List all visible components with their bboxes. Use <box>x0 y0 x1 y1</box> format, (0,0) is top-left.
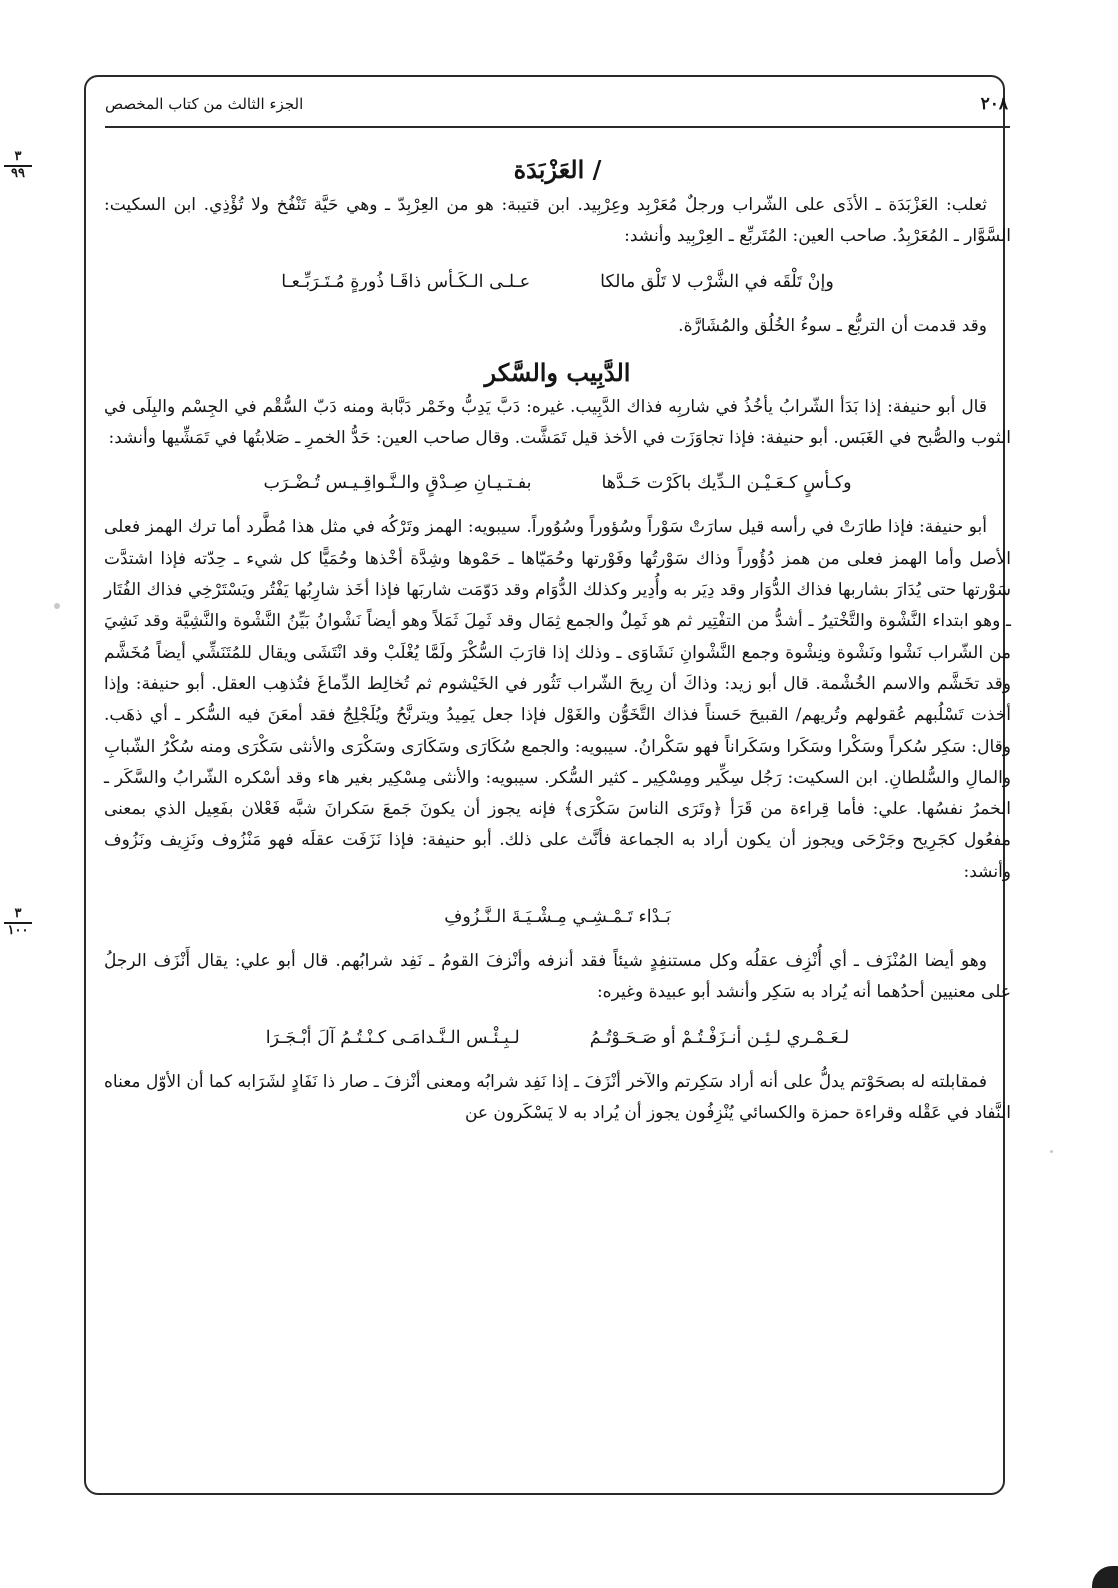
paragraph: فمقابلته له بصحَوْتم يدلُّ على أنه أراد سَكِرتم والآخر أنْزَفَ ـ إذا نَفِد شرابُه ومعنى أنْزفَ ـ صار ذا نَفَادٍ لشَرَابه كما أن الأوّل معناه النَّفاد في عَقْله وقراءة حمزة والكسائي يُنْزِفُون يجوز أن يُراد به لا يَسْكَرون عن <box>104 1071 1011 1123</box>
header-rule <box>105 126 1010 128</box>
verse-first-hemistich: لـعَـمْـري لـئِـن أنـزَفْـتُـمْ أو صَـحَـوْتُـمُ <box>589 1027 850 1048</box>
margin-reference <box>4 907 32 937</box>
paragraph: قال أبو حنيفة: إذا بَدَأ الشّرابُ يأخُذُ في شاربِه فذاك الدَّبِيب. غيره: دَبَّ يَدِبُّ وخَمْر دَبَّابة ومنه دَبّ السُّقْم في الجِسْم والبِلَى في الثوب والصُّبح في الغَبَس. أبو حنيفة: فإذا تجاوَزَت في الأخذ قيل تَمَشَّت. وقال صاحب العين: حَدُّ الخمرِ ـ صَلابتُها في تَمَشِّيها وأنشد: <box>104 396 1011 449</box>
section-title: الدَّبِيب والسَّكر <box>484 357 631 387</box>
verse-line <box>104 888 1011 946</box>
verse-first-hemistich: وإنْ تَلْقَه في الشَّرْب لا تَلْق مالكا <box>600 271 834 292</box>
running-title: الجزء الثالث من كتاب المخصص <box>105 95 304 113</box>
margin-ref-volume: ٣ <box>4 907 32 924</box>
page-number: ٢٠٨ <box>980 94 1008 114</box>
margin-ref-volume: ٣ <box>4 150 32 167</box>
paragraph: أبو حنيفة: فإذا طارَتْ في رأسه قيل سارَتْ سَوْراً وسُؤوراً وسُوُوراً. سيبويه: الهمز وتَرْكُه في مثل هذا مُطَّرد أما ترك الهمز فعلى الأصل وأما الهمز فعلى من همز دُؤُوراً وذاك سَوْرتُها وفَوْرتها وحُمَيّاها ـ حَمْوها وشِدَّة أخْذها وحُمَيًّا كل شيء ـ حِدّته فإذا اشتدَّت سَوْرتها حتى يُدَارَ بشاربها فذاك الدُّوَار وقد دِيَر به وأُدِير وكذلك الدُّوَام وقد دَوّمَت شاربَها فإذا أخَذ شارِبُها يَفْتُر ويَسْتَرْخِي فذاك الفُتَار ـ وهو ابتداء النَّشْوة والتَّخْتيرُ ـ أشدُّ من التفْتِير ثم هو ثَمِلٌ والجمع ثِمَال وقد ثَمِلَ ثَمَلاً وهو أيضاً نَشْوانُ بَيِّنُ النَّشْوة والنَّشِيَّة وقد نَشِيَ من الشّراب نَشْوا ونَشْوة ونِشْوة وجمع النَّشْوانِ نَشَاوَى ـ وذلك إذا قارَبَ السُّكْرَ ولَمَّا يُغْلَبْ وقد انْتَشَى ويقال للمُتَنَشِّي أيضاً مُخَشَّم وقد تخَشَّم والاسم الخُشْمة. قال أبو زيد: وذاكَ أن رِيحَ الشّراب تَثُور في الخَيْشوم ثم تُخالِط الدِّماغَ فتُذهِب العقل. أبو حنيفة: وإذا أخذت تَسْلُبهم عُقولهم وتُريهم/ القبيحَ حَسناً فذاك التَّخَوُّن والغَوْل فإذا جعل يَمِيدُ ويترنَّحُ ويُلَجْلِجُ فقد أمعَنَ فيه السُّكر ـ أي ذهَب. وقال: سَكِر سُكراً وسَكْرا وسَكَرا وسَكَراناً فهو سَكْرانُ. سيبويه: والجمع سُكَارَى وسَكَارَى وسَكْرَى والأنثى سَكْرَى ومنه سُكْرُ الشّبابِ والمالِ والسُّلطانِ. ابن السكيت: رَجُل سِكِّير ومِسْكِير ـ كثير السُّكر. سيبويه: والأنثى مِسْكِير بغير هاء وقد أسْكره الشّرابُ والسَّكَر ـ الخمرُ نفسُها. علي: فأما قِراءة من قَرَأ ﴿وتَرَى الناسَ سَكْرَى﴾ فإنه يجوز أن يكونَ جَمعَ سَكرانَ شبَّه فَعْلان بفَعِيل الذي بمعنى مفعُول كجَرِيح وجَرْحَى ويجوز أن يكون أراد به الجماعة فأنَّث على ذلك. أبو حنيفة: فإذا نَزَفَت عقلَه فهو مَنْزُوف ونَزِيف ونَزُوف وأنشد: <box>104 517 1011 882</box>
running-header <box>105 86 1008 122</box>
main-text <box>104 150 1011 1129</box>
verse-line <box>104 454 1011 512</box>
verse-line <box>104 1009 1011 1067</box>
margin-reference <box>4 150 32 180</box>
verse-hemistich: بَـدْاء تَـمْـشِـي مِـشْـيَـةَ الـنَّـزُوفِ <box>444 907 671 928</box>
margin-ref-page: ٩٩ <box>11 165 25 181</box>
paper-speck <box>54 603 60 609</box>
verse-second-hemistich: لـبِـئْـس الـنَّـدامَـى كـنْـتُـمُ آلَ أبْـجَـرَا <box>265 1027 520 1048</box>
paper-speck <box>1050 1150 1053 1153</box>
verse-second-hemistich: عـلـى الـكَـأس ذاقَـا ذُورةٍ مُـتَـرَبِّـعـا <box>281 271 531 292</box>
verse-line <box>104 253 1011 311</box>
section-title: / العَزْبَدَة <box>513 155 602 184</box>
verse-second-hemistich: بفـتـيـانِ صِـدْقٍ والـنَّـواقِـيـس تُـضْـرَب <box>263 473 532 494</box>
paragraph: ثعلب: العَزْبَدَة ـ الأذَى على الشّراب ورجلٌ مُعَرْبِد وعِرْبِيد. ابن قتيبة: هو من العِرْبِدّ ـ وهي حَيَّة تَنْفُخ ولا تُؤْذِي. ابن السكيت: السَّوَّار ـ المُعَرْبِدُ. صاحب العين: المُتَربِّع ـ العِرْبِيد وأنشد: <box>104 195 1011 247</box>
paragraph: وهو أيضا المُنْزَف ـ أي أُنْزِف عقلُه وكل مستنفِدٍ شيئاً فقد أنزفه وأنْزفَ القومُ ـ نَفِد شرابُهم. قال أبو علي: يقال أَنْزَف الرجلُ على معنيين أحدُهما أنه يُراد به سَكِر وأنشد أبو عبيدة وغيره: <box>104 951 1011 1003</box>
paragraph: وقد قدمت أن التربُّع ـ سوءُ الخُلُق والمُشَارَّة. <box>678 315 987 336</box>
page-corner-mark <box>1092 1566 1118 1588</box>
margin-ref-page: ١٠٠ <box>7 922 29 938</box>
verse-first-hemistich: وكـأسٍ كـعَـيْـن الـدِّيك باكَرْت حَـدَّها <box>601 473 852 494</box>
